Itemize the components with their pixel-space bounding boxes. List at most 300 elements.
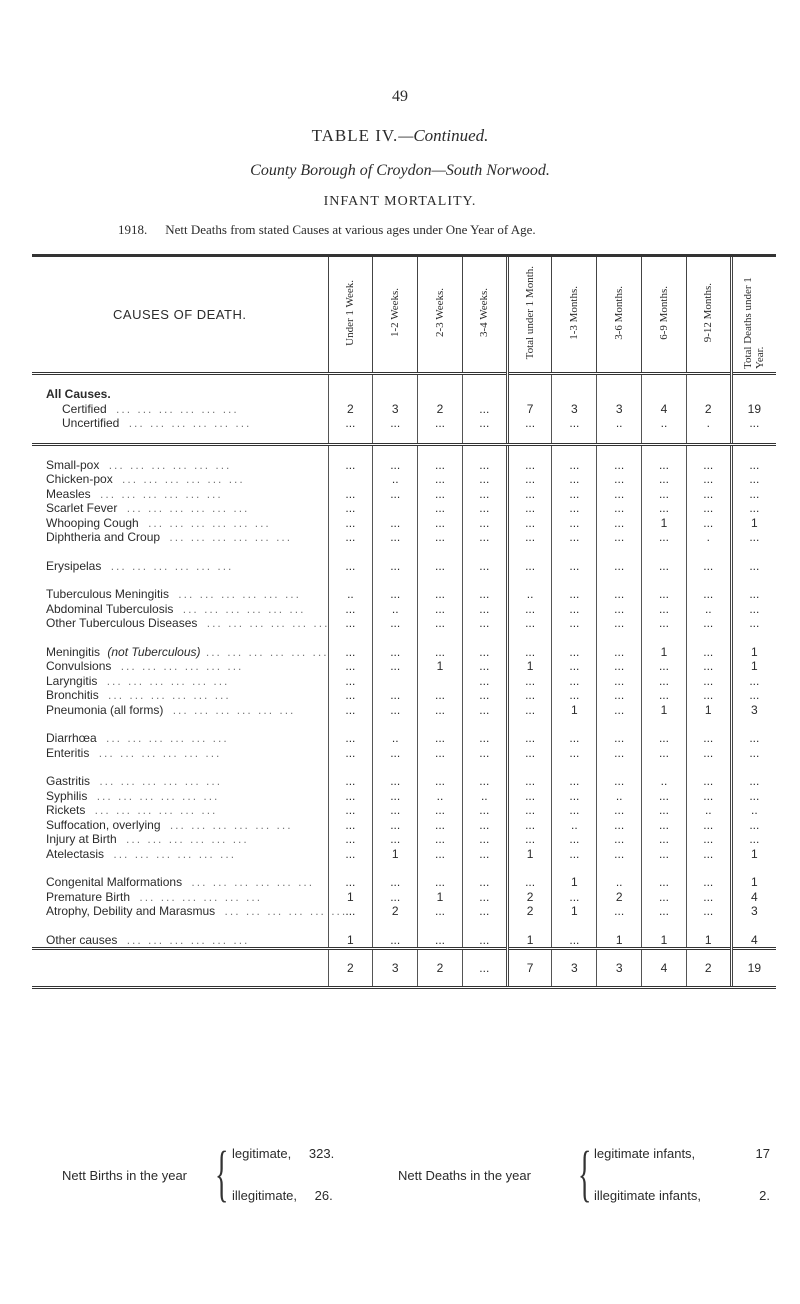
cell-value: 4 xyxy=(731,933,776,949)
cell-value: ... xyxy=(686,789,731,804)
cell-value: .. xyxy=(597,789,642,804)
spacer-cell xyxy=(507,545,552,552)
cell-value: ... xyxy=(373,818,418,833)
spacer-cell xyxy=(328,717,373,724)
cell-value: ... xyxy=(462,587,507,602)
spacer-cell xyxy=(418,638,463,645)
spacer-cell xyxy=(597,638,642,645)
row-label xyxy=(32,487,328,502)
spacer-row xyxy=(32,552,776,559)
cell-value: ... xyxy=(373,803,418,818)
deaths-illegitimate-value: 2. xyxy=(759,1188,770,1203)
cell-value: ... xyxy=(462,487,507,502)
spacer-cell xyxy=(418,926,463,933)
spacer-cell xyxy=(373,573,418,580)
cell-value: ... xyxy=(462,616,507,631)
cell-value: ... xyxy=(418,602,463,617)
cell-value: ... xyxy=(686,458,731,473)
cell-value: ... xyxy=(552,731,597,746)
cell-value: ... xyxy=(462,803,507,818)
cell-value: ... xyxy=(462,472,507,487)
cell-value: ... xyxy=(731,746,776,761)
spacer-cell xyxy=(731,724,776,731)
spacer-cell xyxy=(507,760,552,767)
cell-value: ... xyxy=(507,616,552,631)
cell-value: ... xyxy=(462,818,507,833)
spacer-cell xyxy=(642,444,687,458)
spacer-cell xyxy=(642,552,687,559)
spacer-cell xyxy=(552,724,597,731)
column-header-text: 1-2 Weeks. xyxy=(389,288,402,338)
row-label-note: (not Tuberculous) xyxy=(104,644,201,659)
cell-value: ... xyxy=(597,703,642,718)
cell-value: ... xyxy=(686,616,731,631)
cell-value: ... xyxy=(507,472,552,487)
spacer-cell xyxy=(328,631,373,638)
cell-value: ... xyxy=(462,416,507,431)
cell-value: ... xyxy=(731,688,776,703)
spacer-cell xyxy=(597,580,642,587)
spacer-cell xyxy=(686,767,731,774)
spacer-cell xyxy=(328,374,373,388)
spacer-cell xyxy=(32,638,328,645)
cell-value: 2 xyxy=(507,904,552,919)
cell-value: ... xyxy=(328,803,373,818)
row-label xyxy=(32,847,328,862)
cell-value: ... xyxy=(462,674,507,689)
table-row xyxy=(32,774,776,789)
cell-value: ... xyxy=(462,832,507,847)
spacer-cell xyxy=(642,760,687,767)
cell-value: .. xyxy=(418,789,463,804)
row-label xyxy=(32,875,328,890)
table-row xyxy=(32,472,776,487)
spacer-cell xyxy=(507,444,552,458)
spacer-cell xyxy=(597,374,642,388)
spacer-cell xyxy=(731,926,776,933)
cell-value: .. xyxy=(686,602,731,617)
cell-value: ... xyxy=(418,516,463,531)
cell-value: ... xyxy=(507,487,552,502)
caption-text: Nett Deaths from stated Causes at various ages under One Year of Age. xyxy=(165,222,536,237)
row-label-text: Pneumonia (all forms) xyxy=(46,703,167,717)
cell-value: ... xyxy=(642,616,687,631)
row-label-text: Diphtheria and Croup xyxy=(46,530,164,544)
cell-value: 2 xyxy=(507,890,552,905)
cell-value: .. xyxy=(597,875,642,890)
cell-value: ... xyxy=(642,847,687,862)
cell-value: 1 xyxy=(642,645,687,660)
cell-value: ... xyxy=(686,587,731,602)
cell-value: ... xyxy=(642,602,687,617)
cell-value: 1 xyxy=(642,703,687,718)
spacer-cell xyxy=(731,431,776,445)
row-label xyxy=(32,832,328,847)
cell-value: ... xyxy=(731,530,776,545)
spacer-cell xyxy=(418,767,463,774)
spacer-cell xyxy=(418,573,463,580)
table-body xyxy=(32,374,776,988)
table-row xyxy=(32,832,776,847)
spacer-cell xyxy=(373,545,418,552)
spacer-cell xyxy=(418,545,463,552)
row-label-text: Convulsions xyxy=(46,659,115,673)
spacer-row xyxy=(32,861,776,868)
cell-value: ... xyxy=(328,659,373,674)
table-row xyxy=(32,402,776,417)
table-row xyxy=(32,933,776,949)
spacer-cell xyxy=(418,431,463,445)
row-label-text: Tuberculous Meningitis xyxy=(46,587,173,601)
cell-value: ... xyxy=(507,746,552,761)
spacer-cell xyxy=(731,573,776,580)
cell-value: ... xyxy=(328,458,373,473)
cell-value: .. xyxy=(462,789,507,804)
cell-value: ... xyxy=(686,559,731,574)
spacer-cell xyxy=(597,717,642,724)
cell-value: ... xyxy=(373,559,418,574)
spacer-cell xyxy=(328,580,373,587)
leader-dots: ... ... ... ... ... ... xyxy=(110,401,239,416)
cell-value: ... xyxy=(507,516,552,531)
spacer-cell xyxy=(32,926,328,933)
row-label xyxy=(32,516,328,531)
spacer-cell xyxy=(552,374,597,388)
cell-value: 1 xyxy=(686,933,731,949)
cell-value: ... xyxy=(418,530,463,545)
cell-value: ... xyxy=(642,688,687,703)
cell-value: ... xyxy=(552,774,597,789)
cell-value: .. xyxy=(686,803,731,818)
spacer-cell xyxy=(686,861,731,868)
cell-value: 1 xyxy=(507,933,552,949)
cell-value: ... xyxy=(462,516,507,531)
cell-value: ... xyxy=(686,501,731,516)
column-header-text: 3-6 Months. xyxy=(613,286,626,340)
cell-value: ... xyxy=(552,458,597,473)
spacer-row xyxy=(32,631,776,638)
spacer-cell xyxy=(507,374,552,388)
cell-value: ... xyxy=(642,803,687,818)
cell-value: 3 xyxy=(373,402,418,417)
spacer-cell xyxy=(32,580,328,587)
region-subtitle: County Borough of Croydon—South Norwood. xyxy=(250,162,550,179)
cell-value: ... xyxy=(373,703,418,718)
table-row xyxy=(32,890,776,905)
spacer-cell xyxy=(597,573,642,580)
cell-value: ... xyxy=(552,472,597,487)
cell-value: ... xyxy=(507,674,552,689)
cell-value: ... xyxy=(328,818,373,833)
cell-value: ... xyxy=(731,602,776,617)
cell-value: ... xyxy=(373,516,418,531)
spacer-cell xyxy=(642,580,687,587)
cell-value: ... xyxy=(462,875,507,890)
row-label xyxy=(32,587,328,602)
leader-dots: ... ... ... ... ... ... xyxy=(100,731,229,745)
spacer-cell xyxy=(418,387,463,402)
spacer-cell xyxy=(373,717,418,724)
spacer-cell xyxy=(418,374,463,388)
cell-value: 19 xyxy=(731,949,776,988)
cell-value: ... xyxy=(597,559,642,574)
spacer-cell xyxy=(328,724,373,731)
spacer-cell xyxy=(552,580,597,587)
row-label xyxy=(32,645,328,660)
spacer-cell xyxy=(642,717,687,724)
births-illegitimate-label: illegitimate, xyxy=(232,1188,298,1203)
cell-value: ... xyxy=(686,847,731,862)
cell-value: ... xyxy=(597,487,642,502)
cell-value: ... xyxy=(552,659,597,674)
cell-value: ... xyxy=(507,530,552,545)
table-row xyxy=(32,875,776,890)
cell-value: ... xyxy=(686,890,731,905)
cell-value: ... xyxy=(642,746,687,761)
spacer-cell xyxy=(328,861,373,868)
row-label-text: Scarlet Fever xyxy=(46,501,121,515)
cell-value: ... xyxy=(731,458,776,473)
leader-dots: ... ... ... ... ... ... xyxy=(186,875,315,889)
cell-value: ... xyxy=(731,587,776,602)
spacer-cell xyxy=(32,868,328,875)
cell-value: ... xyxy=(418,487,463,502)
table-row xyxy=(32,587,776,602)
cell-value: 7 xyxy=(507,402,552,417)
row-label-text: Uncertified xyxy=(62,416,123,430)
cell-value: ... xyxy=(731,487,776,502)
leader-dots: ... ... ... ... ... ... xyxy=(94,774,223,788)
cell-value: ... xyxy=(418,688,463,703)
cell-value: ... xyxy=(686,904,731,919)
leader-dots: ... ... ... ... ... ... xyxy=(167,702,296,717)
cell-value: ... xyxy=(373,587,418,602)
row-label-text: Gastritis xyxy=(46,774,94,788)
table-row xyxy=(32,904,776,919)
cell-value: ... xyxy=(328,559,373,574)
table-row xyxy=(32,803,776,818)
cell-value: ... xyxy=(328,530,373,545)
column-header-5 xyxy=(507,257,552,374)
cell-value: ... xyxy=(686,674,731,689)
column-header-7 xyxy=(597,257,642,374)
spacer-cell xyxy=(462,767,507,774)
cell-value: ... xyxy=(597,688,642,703)
spacer-cell xyxy=(731,387,776,402)
table-row xyxy=(32,659,776,674)
section-heading: INFANT MORTALITY. xyxy=(323,194,477,209)
spacer-cell xyxy=(686,573,731,580)
row-label-text: Injury at Birth xyxy=(46,832,121,846)
cell-value: ... xyxy=(597,472,642,487)
spacer-cell xyxy=(507,861,552,868)
spacer-cell xyxy=(462,638,507,645)
cell-value: 2 xyxy=(373,904,418,919)
cell-value: ... xyxy=(731,616,776,631)
spacer-cell xyxy=(328,545,373,552)
leader-dots: ... ... ... ... ... ... xyxy=(103,457,232,472)
row-label xyxy=(32,416,328,431)
cell-value: ... xyxy=(686,832,731,847)
cell-value: 3 xyxy=(731,904,776,919)
table-row xyxy=(32,501,776,516)
cell-value: ... xyxy=(462,904,507,919)
cell-value: ... xyxy=(328,789,373,804)
cell-value: ... xyxy=(642,904,687,919)
cell-value: ... xyxy=(597,458,642,473)
cell-value: ... xyxy=(418,933,463,949)
spacer-cell xyxy=(418,580,463,587)
leader-dots: ... ... ... ... ... ... xyxy=(101,673,230,688)
column-header-1 xyxy=(328,257,373,374)
spacer-cell xyxy=(507,767,552,774)
cell-value: ... xyxy=(418,472,463,487)
cell-value: ... xyxy=(597,616,642,631)
row-label-text: Other causes xyxy=(46,933,121,947)
cell-value: ... xyxy=(731,832,776,847)
spacer-row xyxy=(32,374,776,388)
cell-value: ... xyxy=(686,645,731,660)
cell-value: 3 xyxy=(373,949,418,988)
cell-value: 4 xyxy=(731,890,776,905)
spacer-cell xyxy=(373,444,418,458)
cell-value: ... xyxy=(418,774,463,789)
row-label-text: Premature Birth xyxy=(46,890,134,904)
cell-value: 1 xyxy=(642,516,687,531)
spacer-cell xyxy=(597,431,642,445)
spacer-cell xyxy=(731,861,776,868)
cell-value: ... xyxy=(552,516,597,531)
spacer-cell xyxy=(507,638,552,645)
spacer-cell xyxy=(418,724,463,731)
leader-dots: ... ... ... ... ... ... xyxy=(121,932,250,947)
spacer-cell xyxy=(373,431,418,445)
spacer-row xyxy=(32,431,776,445)
cell-value: 3 xyxy=(552,949,597,988)
leader-dots: ... ... ... ... ... ... xyxy=(89,803,218,817)
spacer-cell xyxy=(686,868,731,875)
cell-value: ... xyxy=(686,875,731,890)
cell-value: ... xyxy=(328,703,373,718)
row-label-text: Measles xyxy=(46,487,95,501)
spacer-cell xyxy=(418,717,463,724)
cell-value: 2 xyxy=(686,402,731,417)
row-label xyxy=(32,789,328,804)
cell-value: ... xyxy=(418,904,463,919)
cell-value: ... xyxy=(328,875,373,890)
cell-value: 1 xyxy=(373,847,418,862)
cell-value: ... xyxy=(552,530,597,545)
spacer-cell xyxy=(597,861,642,868)
cell-value: ... xyxy=(597,501,642,516)
spacer-row xyxy=(32,638,776,645)
column-header-10 xyxy=(731,257,776,374)
spacer-cell xyxy=(507,724,552,731)
cell-value: 2 xyxy=(418,949,463,988)
cell-value: 4 xyxy=(642,949,687,988)
cell-value: ... xyxy=(597,904,642,919)
spacer-cell xyxy=(328,760,373,767)
births-illegitimate-value: 26. xyxy=(314,1188,333,1203)
cell-value: .. xyxy=(642,416,687,431)
spacer-cell xyxy=(418,444,463,458)
spacer-cell xyxy=(328,444,373,458)
cell-value: ... xyxy=(462,703,507,718)
row-label-text: Whooping Cough xyxy=(46,516,143,530)
spacer-row xyxy=(32,919,776,926)
spacer-cell xyxy=(686,545,731,552)
spacer-cell xyxy=(642,724,687,731)
cell-value: ... xyxy=(507,501,552,516)
column-header-text: Total under 1 Month. xyxy=(524,266,537,360)
cell-value: 3 xyxy=(597,949,642,988)
cell-value: ... xyxy=(731,472,776,487)
spacer-cell xyxy=(686,638,731,645)
causes-header: CAUSES OF DEATH. xyxy=(113,307,247,322)
spacer-cell xyxy=(597,767,642,774)
spacer-cell xyxy=(686,926,731,933)
spacer-cell xyxy=(552,926,597,933)
row-label-text: Rickets xyxy=(46,803,89,817)
cell-value: ... xyxy=(642,559,687,574)
spacer-cell xyxy=(32,431,328,445)
spacer-cell xyxy=(507,926,552,933)
caption-year: 1918. xyxy=(118,222,148,237)
cell-value: ... xyxy=(642,789,687,804)
table-row xyxy=(32,516,776,531)
row-label-text: Congenital Malformations xyxy=(46,875,186,889)
cell-value: ... xyxy=(552,933,597,949)
spacer-cell xyxy=(552,431,597,445)
spacer-cell xyxy=(418,552,463,559)
row-label-text: Diarrhœa xyxy=(46,731,101,745)
spacer-cell xyxy=(731,760,776,767)
cell-value: ... xyxy=(642,472,687,487)
spacer-cell xyxy=(507,868,552,875)
cell-value: ... xyxy=(418,645,463,660)
cell-value: ... xyxy=(552,602,597,617)
leader-dots: ... ... ... ... ... ... xyxy=(120,832,249,846)
spacer-cell xyxy=(597,724,642,731)
spacer-cell xyxy=(462,919,507,926)
cell-value: 1 xyxy=(507,659,552,674)
cell-value: 3 xyxy=(731,703,776,718)
cell-value: ... xyxy=(686,774,731,789)
cell-value: ... xyxy=(328,746,373,761)
spacer-cell xyxy=(642,767,687,774)
cell-value: ... xyxy=(462,688,507,703)
leader-dots: ... ... ... ... ... ... xyxy=(200,644,329,659)
cell-value: 3 xyxy=(597,402,642,417)
cell-value: ... xyxy=(418,731,463,746)
cell-value: ... xyxy=(462,530,507,545)
cell-value: ... xyxy=(597,645,642,660)
cell-value: ... xyxy=(373,416,418,431)
cell-value xyxy=(418,674,463,689)
cell-value: ... xyxy=(462,645,507,660)
column-header-9 xyxy=(686,257,731,374)
cell-value: ... xyxy=(373,875,418,890)
cell-value: 2 xyxy=(597,890,642,905)
cell-value: .. xyxy=(328,587,373,602)
cell-value: ... xyxy=(642,458,687,473)
spacer-cell xyxy=(373,861,418,868)
cell-value: 1 xyxy=(686,703,731,718)
table-row xyxy=(32,416,776,431)
cell-value: 19 xyxy=(731,402,776,417)
deaths-illegitimate-label: illegitimate infants, xyxy=(594,1188,701,1203)
spacer-row xyxy=(32,760,776,767)
